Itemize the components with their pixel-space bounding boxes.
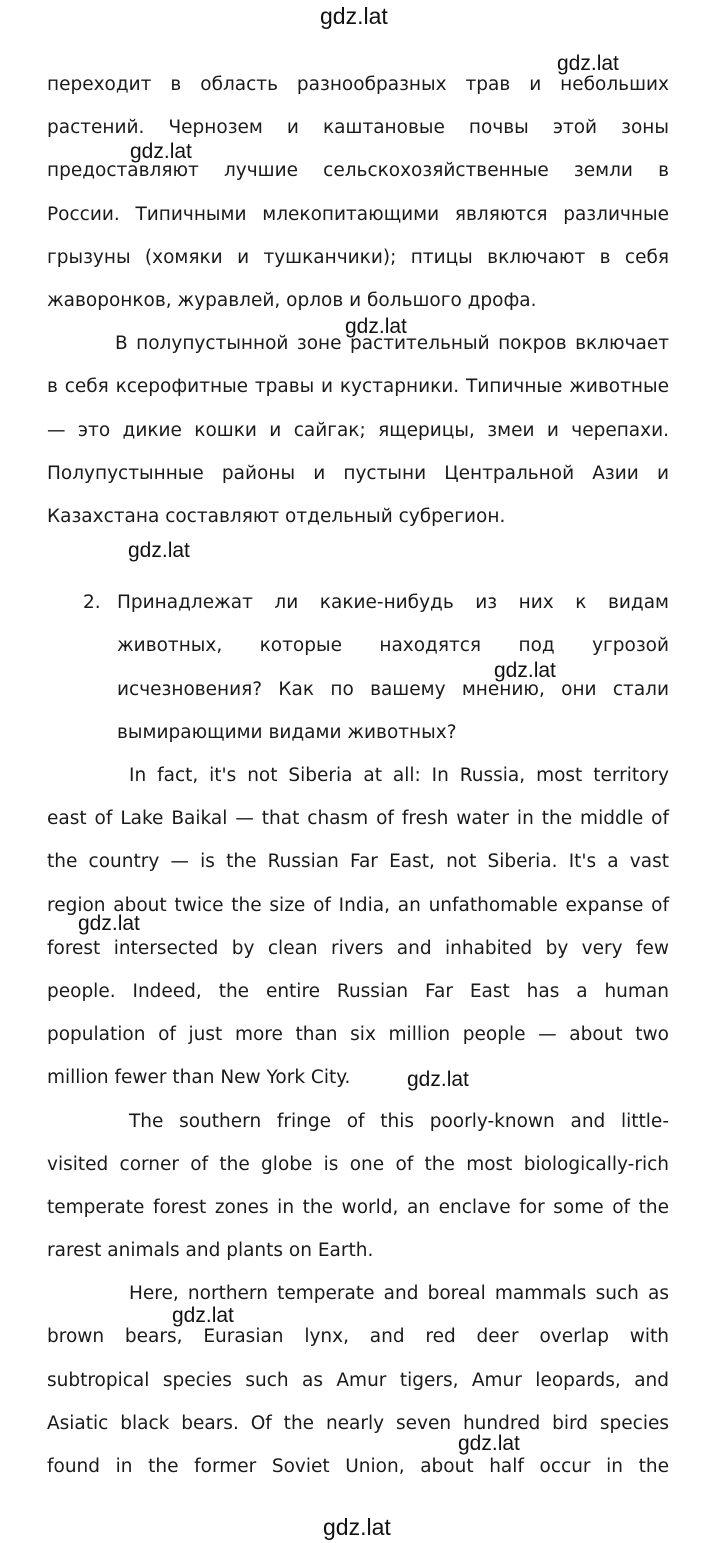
text-line: east of Lake Baikal — that chasm of fresh water in the middle of [47,808,669,830]
question-text: животных, которые находятся под угрозой [117,635,669,657]
question-text: вымирающими видами животных? [117,721,457,743]
text-line: population of just more than six million people — about two [47,1024,669,1046]
text-line: переходит в область разнообразных трав и небольших [47,74,669,95]
watermark-bottom: gdz.lat [323,1514,391,1540]
text-line: Asiatic black bears. Of the nearly seven hundred bird species [47,1412,669,1434]
text-line: found in the former Soviet Union, about half occur in the [47,1456,669,1477]
text-line: растений. Чернозем и каштановые почвы этой зоны [47,117,669,139]
text-line: в себя ксерофитные травы и кустарники. Типичные животные [47,376,669,398]
text-line: Полупустынные районы и пустыни Центральной Азии и [47,462,669,484]
paragraph-far-east [47,754,669,1100]
watermark: gdz.lat [345,315,407,338]
watermark-top: gdz.lat [320,3,388,29]
text-line: the country — is the Russian Far East, not Siberia. It's a vast [47,851,669,873]
text-line: forest intersected by clean rivers and inhabited by very few [47,937,669,959]
text-line: subtropical species such as Amur tigers, Amur leopards, and [47,1369,669,1391]
watermark: gdz.lat [172,1304,234,1327]
paragraph-mammals [47,1272,669,1488]
text-line: Here, northern temperate and boreal mammals such as [129,1283,669,1305]
question-number: 2. [83,592,101,614]
text-line: — это дикие кошки и сайгак; ящерицы, змеи и черепахи. [47,419,669,441]
watermark: gdz.lat [557,52,619,75]
watermark: gdz.lat [130,140,192,163]
text-line: В полупустынной зоне растительный покров включает [115,333,669,355]
text-line: In fact, it's not Siberia at all: In Russia, most territory [129,765,669,786]
watermark: gdz.lat [128,539,190,562]
spacer [47,538,669,581]
text-line: million fewer than New York City. [47,1067,351,1089]
text-line: region about twice the size of India, an unfathomable expanse of [47,894,669,916]
paragraph-southern-fringe [47,1100,669,1273]
text-line: temperate forest zones in the world, an enclave for some of the [47,1196,669,1218]
text-line: грызуны (хомяки и тушканчики); птицы включают в себя [47,246,669,268]
text-line: жаворонков, журавлей, орлов и большого дрофа. [47,289,537,311]
question-text: Принадлежат ли какие-нибудь из них к видам [117,592,669,614]
question-line [47,581,669,624]
document-body [47,63,669,1488]
text-line: Казахстана составляют отдельный субрегион. [47,505,506,527]
paragraph-semidesert [47,322,669,538]
watermark: gdz.lat [407,1068,469,1091]
text-line: предоставляют лучшие сельскохозяйственные земли в [47,160,669,182]
watermark: gdz.lat [458,1432,520,1455]
text-line: rarest animals and plants on Earth. [47,1240,374,1262]
watermark: gdz.lat [78,912,140,935]
watermark: gdz.lat [494,659,556,682]
question-text: исчезновения? Как по вашему мнению, они стали [117,678,669,700]
text-line: The southern fringe of this poorly-known and little- [129,1110,669,1132]
text-line: России. Типичными млекопитающими являются различные [47,203,669,225]
text-line: people. Indeed, the entire Russian Far East has a human [47,980,669,1002]
text-line: brown bears, Eurasian lynx, and red deer overlap with [47,1326,669,1348]
text-line: visited corner of the globe is one of the most biologically-rich [47,1153,669,1175]
paragraph-steppe [47,63,669,322]
question-item [47,581,669,754]
